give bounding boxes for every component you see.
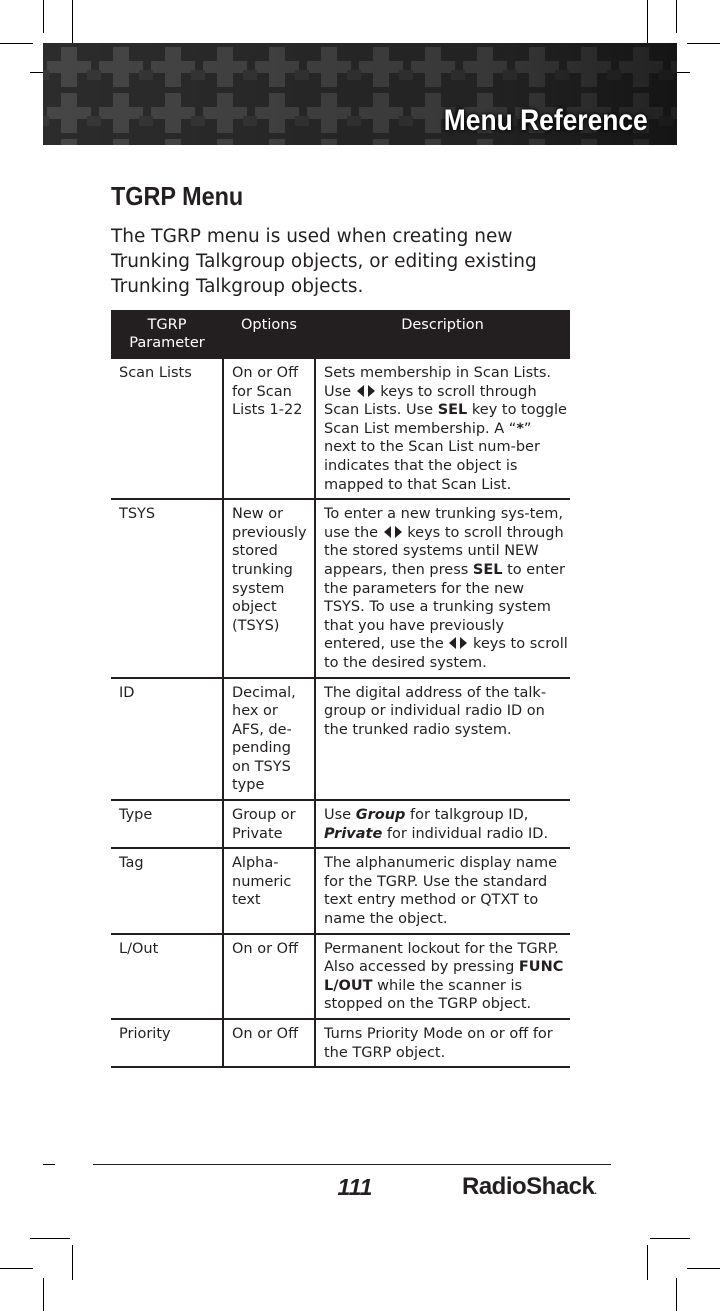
table-row (111, 848, 570, 933)
column-header-parameter: TGRP Parameter (111, 310, 223, 359)
description-text: to enter the parameters for the new TSYS. To use a trunking system that you have previously entered, use the (324, 561, 565, 653)
tgrp-parameter-table (111, 310, 570, 1068)
description-cell (315, 800, 570, 848)
section-title: TGRP Menu (111, 181, 244, 211)
parameter-cell: ID (111, 678, 223, 801)
crop-mark (30, 1238, 70, 1239)
options-cell: Alpha-numeric text (223, 848, 315, 933)
brand-name: RadioShack (462, 1173, 595, 1200)
crop-mark (72, 1245, 73, 1280)
crop-mark (0, 1268, 33, 1269)
description-text: key to toggle Scan List membership. A “ (324, 402, 567, 437)
emphasized-text: FUNC L/OUT (324, 959, 564, 994)
crop-mark (0, 43, 33, 44)
crop-mark (647, 1245, 648, 1280)
parameter-cell: Tag (111, 848, 223, 933)
description-text: keys to scroll through Scan Lists. Use (324, 383, 537, 419)
description-cell (315, 848, 570, 933)
options-cell: Group or Private (223, 800, 315, 848)
description-text: keys to scroll to the desired system. (324, 636, 568, 671)
emphasized-text: SEL (472, 561, 503, 578)
description-text: Use (324, 807, 356, 824)
chapter-title: Menu Reference (444, 104, 648, 137)
emphasized-text: SEL (437, 402, 468, 419)
column-header-options: Options (223, 310, 315, 359)
description-text: The alphanumeric display name for the TGRP. Use the standard text entry method or QTXT to name the object. (324, 855, 557, 928)
description-text: ” next to the Scan List num-ber indicates that the object is mapped to that Scan List. (324, 420, 540, 493)
description-text: keys to scroll through the stored systems until NEW appears, then press (324, 524, 564, 578)
page-number: 111 (337, 1174, 373, 1200)
crop-mark (650, 1238, 690, 1239)
left-right-arrows-icon (356, 384, 376, 400)
table-row (111, 800, 570, 848)
table-row (111, 359, 570, 499)
footer-rule (93, 1164, 611, 1165)
description-text: To enter a new trunking sys-tem, use the (324, 506, 563, 541)
table-row (111, 499, 570, 677)
description-text: Permanent lockout for the TGRP. Also accessed by pressing (324, 940, 559, 976)
options-cell: On or Off for Scan Lists 1-22 (223, 359, 315, 499)
description-text: while the scanner is stopped on the TGRP object. (324, 977, 532, 1013)
parameter-cell: TSYS (111, 499, 223, 677)
intro-paragraph: The TGRP menu is used when creating new Trunking Talkgroup objects, or editing existing Trunking Talkgroup objects. (111, 226, 537, 297)
description-cell (315, 359, 570, 499)
table-row (111, 678, 570, 801)
emphasized-text: * (516, 420, 524, 437)
crop-mark (676, 1278, 677, 1311)
parameter-cell: Priority (111, 1019, 223, 1067)
table-header-row (111, 310, 570, 359)
crop-mark (676, 0, 677, 33)
description-cell (315, 1019, 570, 1067)
options-cell: On or Off (223, 934, 315, 1019)
brand-suffix: . (594, 1186, 597, 1196)
parameter-cell: Scan Lists (119, 365, 192, 381)
table-row (111, 934, 570, 1019)
parameter-cell: Type (111, 800, 223, 848)
description-text: Sets membership in Scan Lists. Use (324, 365, 552, 400)
crop-mark (687, 1268, 720, 1269)
description-cell (315, 934, 570, 1019)
left-right-arrows-icon (383, 525, 403, 541)
options-cell: New or previously stored trunking system object (TSYS) (223, 499, 315, 677)
column-header-description: Description (315, 310, 570, 359)
options-cell: Decimal, hex or AFS, de-pending on TSYS type (223, 678, 315, 801)
options-cell: On or Off (223, 1019, 315, 1067)
parameter-cell: L/Out (111, 934, 223, 1019)
crop-mark (687, 43, 720, 44)
crop-mark (43, 1278, 44, 1311)
description-text: The digital address of the talk-group or individual radio ID on the trunked radio system. (324, 684, 547, 738)
brand-logo (462, 1173, 596, 1201)
crop-mark (43, 0, 44, 33)
emphasized-text: Private (324, 825, 383, 842)
description-text: for talkgroup ID, (405, 807, 529, 824)
description-cell (315, 678, 570, 801)
description-text: Turns Priority Mode on or off for the TGRP object. (324, 1026, 553, 1061)
left-right-arrows-icon (448, 636, 468, 652)
table-row (111, 1019, 570, 1067)
description-cell (315, 499, 570, 677)
emphasized-text: Group (355, 807, 406, 824)
crop-mark (43, 1164, 55, 1165)
description-text: for individual radio ID. (382, 825, 549, 842)
